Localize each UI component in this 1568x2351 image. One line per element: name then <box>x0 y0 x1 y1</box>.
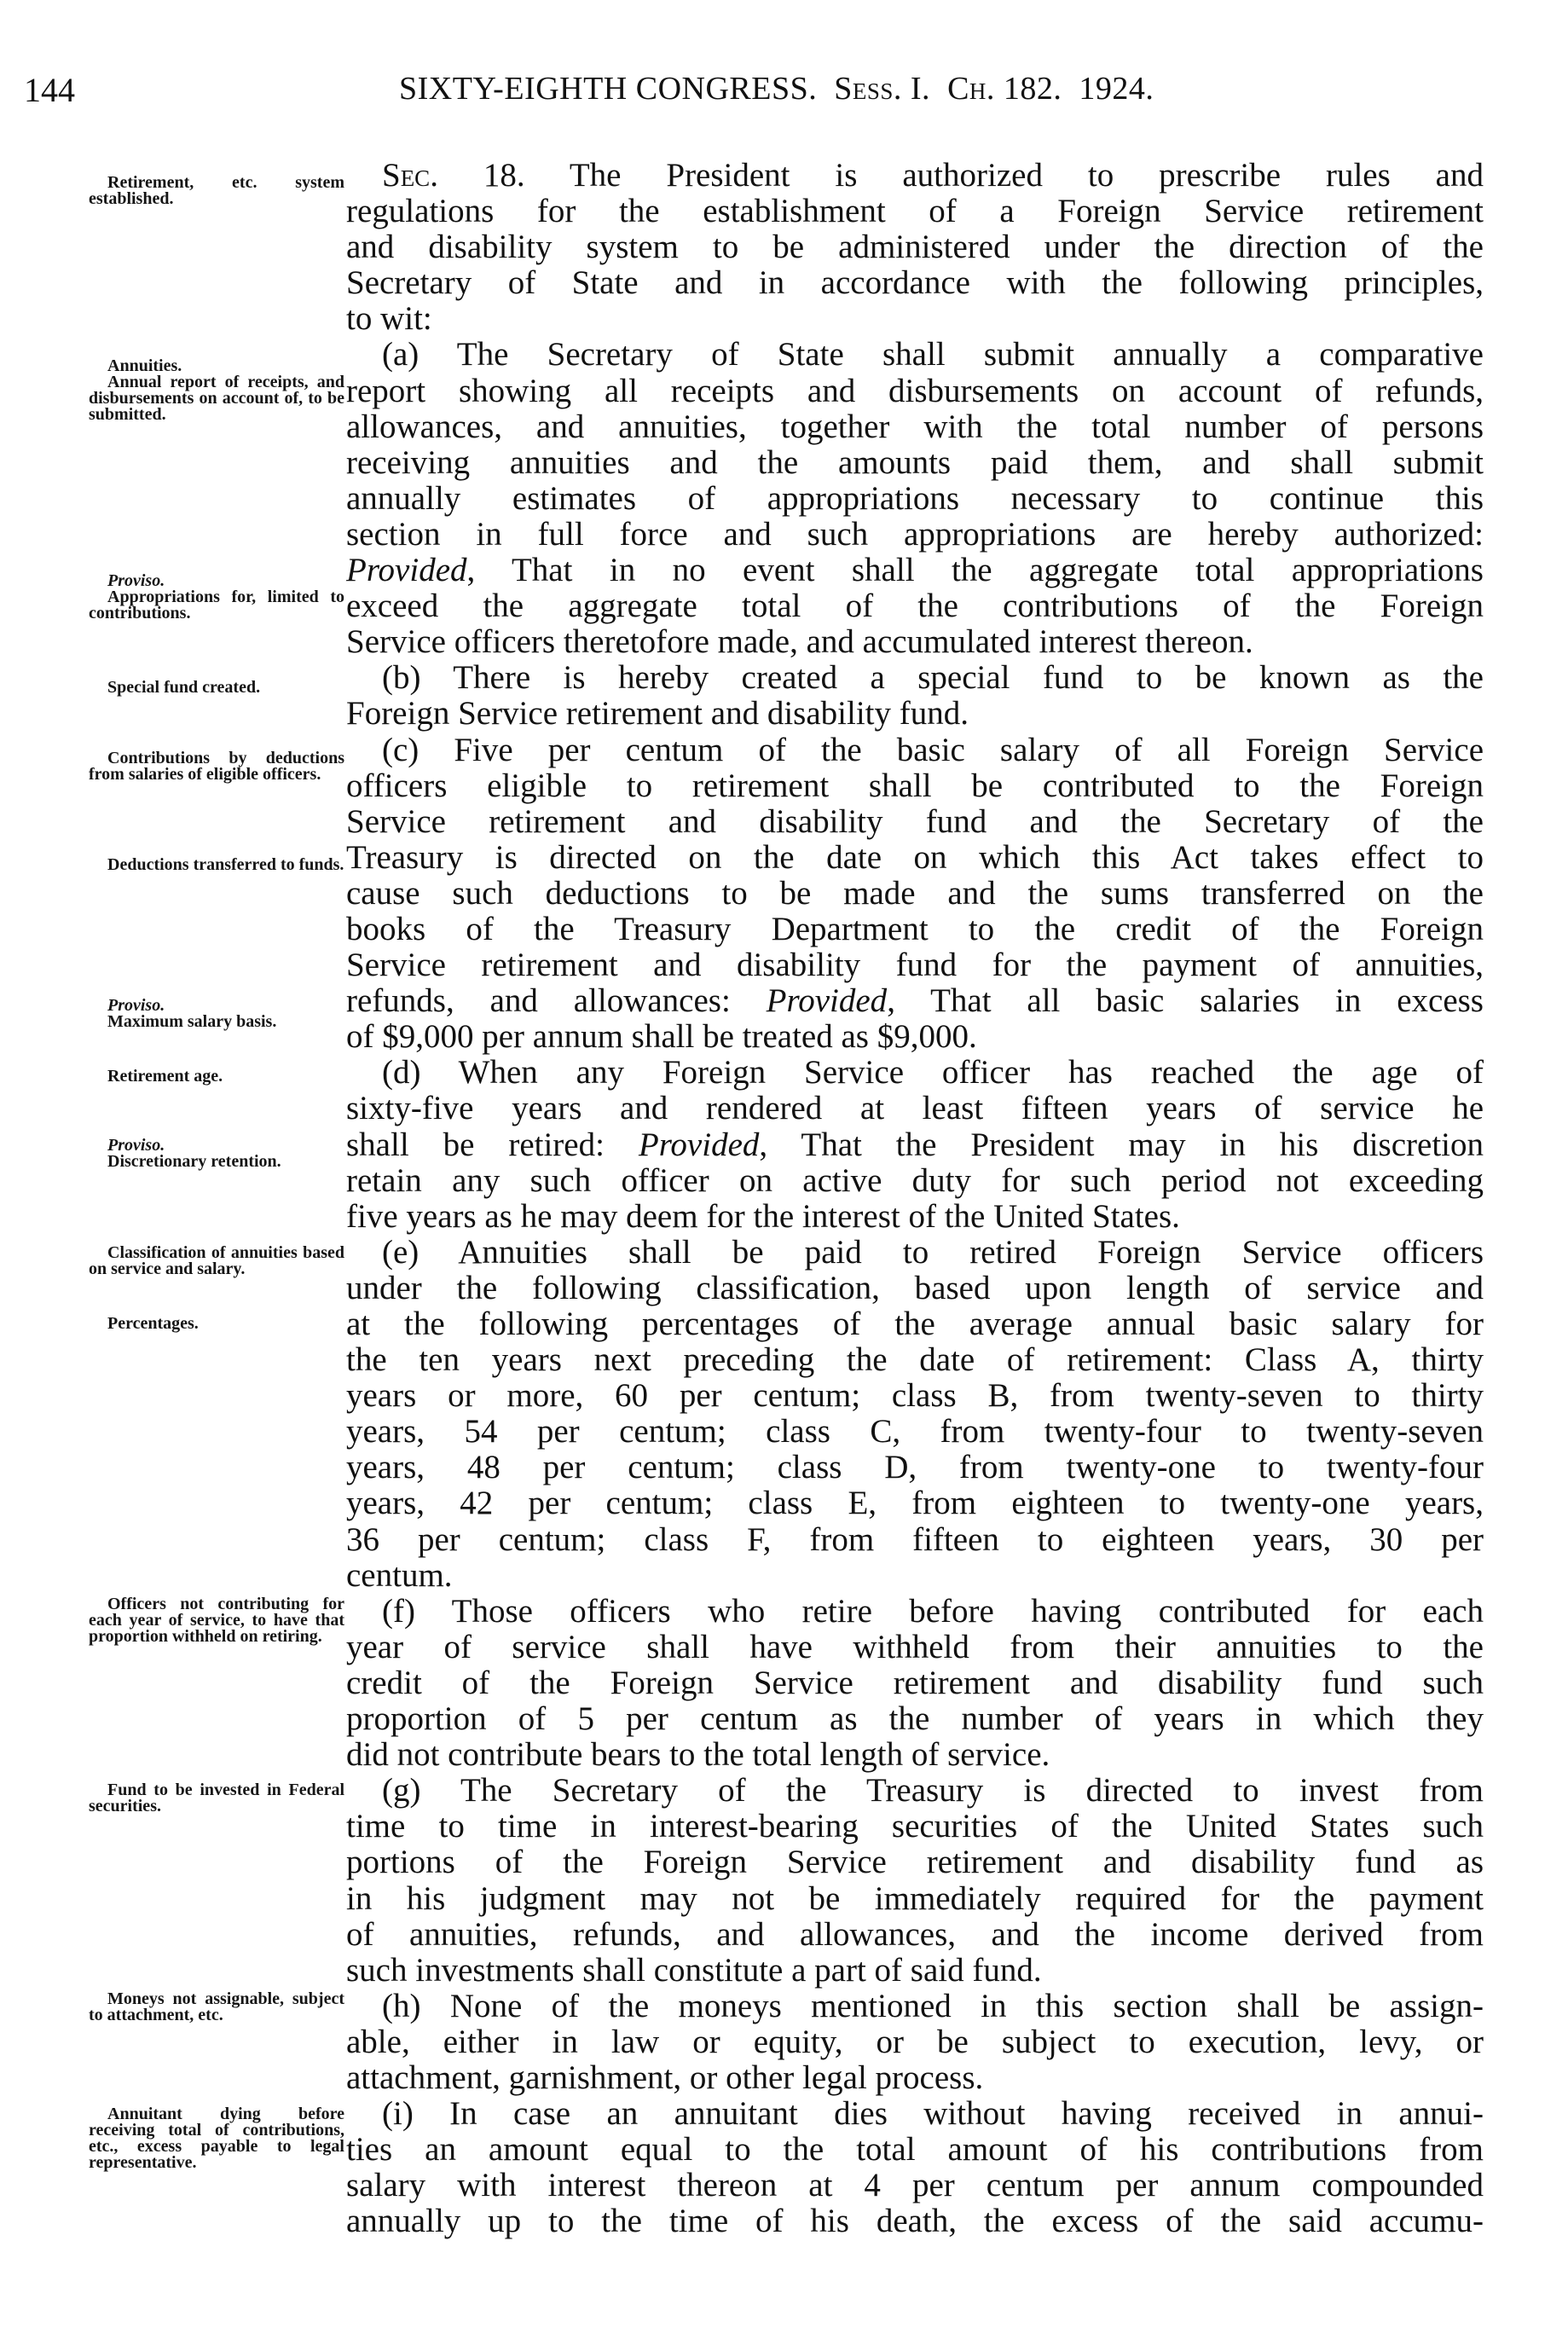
text-line: (c) Five per centum of the basic salary of all Foreign Service <box>382 731 1484 768</box>
text-line: (f) Those officers who retire before having contributed for each <box>382 1592 1484 1630</box>
text-line: books of the Treasury Department to the credit of the Foreign <box>346 910 1484 947</box>
margin-note-text: Annuitant dying before receiving total of contributions, etc., excess payable to legal representative. <box>89 2105 344 2172</box>
text-line: (a) The Secretary of State shall submit annually a comparative <box>382 336 1484 373</box>
margin-note-text: Classification of annuities based on service and salary. <box>89 1243 344 1278</box>
text-line: allowances, and annuities, together with the total number of persons <box>346 408 1484 445</box>
proviso-label: Proviso. <box>107 996 165 1015</box>
text-line: Treasury is directed on the date on which this Act takes effect to <box>346 838 1484 876</box>
proviso-label: Proviso. <box>107 571 165 590</box>
text-line: 36 per centum; class F, from fifteen to eighteen years, 30 per <box>346 1520 1484 1558</box>
text-line: regulations for the establishment of a Foreign Service retirement <box>346 193 1484 230</box>
margin-note-text: Contributions by deductions from salaries of eligible officers. <box>89 749 344 784</box>
text-line: and disability system to be administered under the direction of the <box>346 229 1484 266</box>
margin-note <box>89 1068 344 1085</box>
text-line: years, 54 per centum; class C, from twenty-four to twenty-seven <box>346 1413 1484 1451</box>
congress-title: SIXTY-EIGHTH CONGRESS. <box>399 71 818 107</box>
margin-note <box>89 998 344 1030</box>
margin-note-text: Annuities. <box>107 356 182 375</box>
margin-note <box>89 1596 344 1645</box>
text-line: Foreign Service retirement and disability fund. <box>346 695 969 733</box>
text-line: Service retirement and disability fund for the payment of annuities, <box>346 947 1484 984</box>
text-line: salary with interest thereon at 4 per centum per annum compounded <box>346 2167 1484 2204</box>
margin-notes <box>0 0 358 2351</box>
text-line: years or more, 60 per centum; class B, from twenty-seven to thirty <box>346 1377 1484 1415</box>
text-line: Sec. 18. The President is authorized to prescribe rules and <box>382 157 1484 194</box>
margin-note <box>89 857 344 873</box>
text-line: did not contribute bears to the total length of service. <box>346 1736 1050 1774</box>
text-line: at the following percentages of the average annual basic salary for <box>346 1306 1484 1342</box>
provided-italic: Provided <box>346 552 467 589</box>
margin-note-text: Maximum salary basis. <box>107 1012 277 1031</box>
margin-note-text: Deductions transferred to funds. <box>107 855 344 874</box>
text-line: annually estimates of appropriations necessary to continue this <box>346 479 1484 517</box>
text-line: (d) When any Foreign Service officer has reached the age of <box>382 1054 1484 1092</box>
margin-note <box>89 1245 344 1277</box>
margin-note-text: Moneys not assignable, subject to attachment, etc. <box>89 1989 344 2024</box>
section-label: Sec. <box>382 157 438 194</box>
text-line: in his judgment may not be immediately required for the payment <box>346 1879 1484 1917</box>
text-line: section in full force and such appropriations are hereby authorized: <box>346 515 1484 553</box>
text-line: Secretary of State and in accordance with the following principles, <box>346 264 1484 302</box>
text-line: ties an amount equal to the total amount of his contributions from <box>346 2131 1484 2169</box>
margin-note-text: Annual report of receipts, and disbursements on account of, to be submitted. <box>89 373 344 424</box>
year-label: 1924. <box>1079 71 1154 107</box>
text-line: attachment, garnishment, or other legal process. <box>346 2059 984 2096</box>
margin-note-text: Appropriations for, limited to contributions. <box>89 588 344 622</box>
text-line: Provided, That in no event shall the aggregate total appropriations <box>346 552 1484 589</box>
text-line: able, either in law or equity, or be subject to execution, levy, or <box>346 2023 1484 2060</box>
margin-note <box>89 2106 344 2171</box>
text-line: year of service shall have withheld from their annuities to the <box>346 1628 1484 1665</box>
proviso-label: Proviso. <box>107 1136 165 1155</box>
text-line: report showing all receipts and disbursements on account of refunds, <box>346 372 1484 409</box>
section-18-body <box>346 158 1484 2239</box>
margin-note-text: Retirement age. <box>107 1067 223 1086</box>
text-line: time to time in interest-bearing securities of the United States such <box>346 1808 1484 1845</box>
text-line: annually up to the time of his death, the excess of the said accumu- <box>346 2203 1484 2240</box>
text-line: years, 48 per centum; class D, from twenty-one to twenty-four <box>346 1449 1484 1486</box>
text-line: (b) There is hereby created a special fund to be known as the <box>382 659 1484 697</box>
margin-note <box>89 1782 344 1815</box>
margin-note <box>89 573 344 622</box>
text-line: years, 42 per centum; class E, from eighteen to twenty-one years, <box>346 1485 1484 1522</box>
text-line: exceed the aggregate total of the contributions of the Foreign <box>346 588 1484 625</box>
text-line: the ten years next preceding the date of retirement: Class A, thirty <box>346 1341 1484 1379</box>
text-line: sixty-five years and rendered at least fifteen years of service he <box>346 1090 1484 1127</box>
text-line: portions of the Foreign Service retirement and disability fund as <box>346 1844 1484 1881</box>
text-line: to wit: <box>346 300 432 338</box>
margin-note <box>89 680 344 696</box>
margin-note <box>89 175 344 207</box>
margin-note-text: Discretionary retention. <box>107 1152 281 1171</box>
text-line: (h) None of the moneys mentioned in this section shall be assign- <box>382 1987 1484 2024</box>
provided-italic: Provided <box>766 982 888 1020</box>
chapter-label: Ch. 182. <box>947 71 1062 107</box>
text-line: retain any such officer on active duty for such period not exceeding <box>346 1161 1484 1199</box>
margin-note <box>89 358 344 423</box>
margin-note-text: Special fund created. <box>107 678 261 697</box>
text-line: shall be retired: Provided, That the President may in his discretion <box>346 1126 1484 1163</box>
session-label: Sess. I. <box>834 71 931 107</box>
running-head <box>399 70 1154 107</box>
text-line: (i) In case an annuitant dies without having received in annui- <box>382 2095 1484 2133</box>
margin-note-text: Fund to be invested in Federal securities. <box>89 1781 344 1815</box>
text-line: refunds, and allowances: Provided, That all basic salaries in excess <box>346 982 1484 1020</box>
text-line: cause such deductions to be made and the sums transferred on the <box>346 874 1484 912</box>
text-line: such investments shall constitute a part of said fund. <box>346 1951 1042 1989</box>
text-line: Service officers theretofore made, and accumulated interest thereon. <box>346 623 1253 661</box>
text-line: credit of the Foreign Service retirement and disability fund such <box>346 1664 1484 1701</box>
margin-note-text: Percentages. <box>107 1314 199 1333</box>
margin-note-text: Officers not contributing for each year of service, to have that proportion withheld on retiring. <box>89 1595 344 1646</box>
text-line: of annuities, refunds, and allowances, and the income derived from <box>346 1915 1484 1953</box>
text-line: (g) The Secretary of the Treasury is directed to invest from <box>382 1772 1484 1810</box>
margin-note <box>89 750 344 783</box>
page-number: 144 <box>24 71 75 109</box>
text-line: officers eligible to retirement shall be contributed to the Foreign <box>346 767 1484 804</box>
text-line: proportion of 5 per centum as the number of years in which they <box>346 1700 1484 1738</box>
provided-italic: Provided <box>638 1126 760 1163</box>
text-line: Service retirement and disability fund and the Secretary of the <box>346 802 1484 840</box>
text-line: centum. <box>346 1556 453 1594</box>
text-line: five years as he may deem for the interest of the United States. <box>346 1197 1180 1235</box>
text-line: under the following classification, based upon length of service and <box>346 1269 1484 1306</box>
margin-note <box>89 1316 344 1332</box>
margin-note <box>89 1138 344 1170</box>
margin-note-text: Retirement, etc. system established. <box>89 173 344 208</box>
margin-note <box>89 1991 344 2024</box>
text-line: of $9,000 per annum shall be treated as $9,000. <box>346 1018 977 1056</box>
text-line: (e) Annuities shall be paid to retired Foreign Service officers <box>382 1233 1484 1271</box>
text-line: receiving annuities and the amounts paid them, and shall submit <box>346 443 1484 481</box>
